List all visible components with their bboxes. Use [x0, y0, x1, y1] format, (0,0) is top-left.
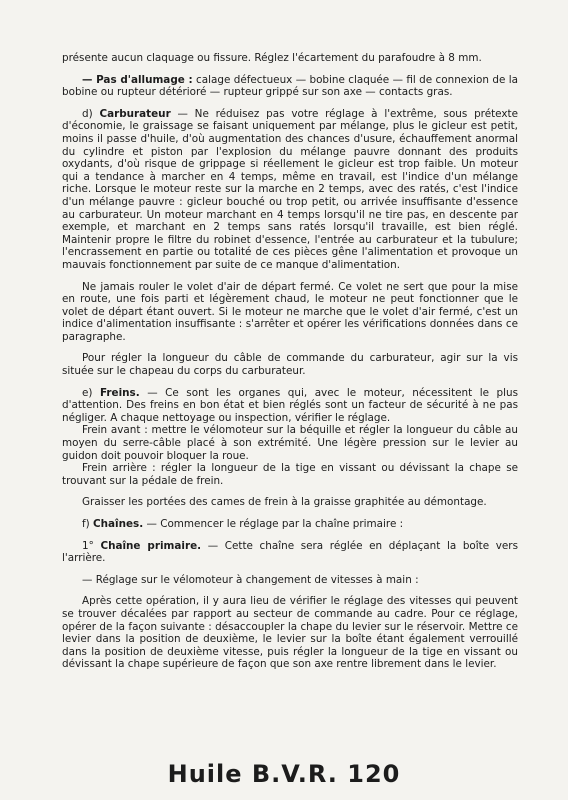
paragraph-frein-arriere: Frein arrière : régler la longueur de la tige en vissant ou dévissant la chape se trouvant sur la pédale de frein.	[62, 462, 518, 487]
heading-carburateur: Carburateur	[99, 107, 171, 120]
heading-freins: Freins.	[99, 386, 140, 399]
paragraph-carburateur: d) Carburateur — Ne réduisez pas votre réglage à l'extrême, sous prétexte d'économie, le graissage se faisant uniquement par mélange, plus le gicleur est petit, moins il passe d'huile, d'où augmentation des chances d'usure, échauffement anormal du cylindre et piston par l'explosion du mélange pauvre donnant des produits oxydants, d'où risque de grippage si réellement le gicleur est trop faible. Un moteur qui a tendance à marcher en 4 temps, même en travail, est l'indice d'un mélange riche. Lorsque le moteur reste sur la marche en 2 temps, avec des ratés, c'est l'indice d'un mélange pauvre : gicleur bouché ou trop petit, ou arrivée insuffisante d'essence au carburateur. Un moteur marchant en 4 temps lorsqu'il ne tire pas, en descente par exemple, et marchant en 2 temps sans ratés lorsqu'il travaille, est bien réglé. Maintenir propre le filtre du robinet d'essence, l'entrée au carburateur et la tubulure; l'encrassement en partie ou totalité de ces pièces gêne l'alimentation et provoque un mauvais fonctionnement par suite de ce manque d'alimentation.	[62, 107, 519, 271]
heading-chaines: Chaînes.	[93, 518, 144, 530]
body-text	[62, 52, 518, 671]
paragraph-chaine-primaire: 1° Chaîne primaire. — Cette chaîne sera réglée en déplaçant la boîte vers l'arrière.	[62, 539, 518, 565]
paragraph-volet-air: Ne jamais rouler le volet d'air de départ fermé. Ce volet ne sert que pour la mise en route, une fois parti et légèrement chaud, le moteur ne peut fonctionner que le volet de départ étant ouvert. Si le moteur ne marche que le volet d'air fermé, c'est un indice d'alimentation insuffisante : s'arrêter et opérer les vérifications données dans ce paragraphe.	[62, 280, 518, 343]
heading-chaine-primaire: Chaîne primaire.	[100, 539, 202, 552]
heading-pas-allumage: — Pas d'allumage :	[82, 73, 193, 86]
paragraph-cable-carburateur: Pour régler la longueur du câble de commande du carburateur, agir sur la vis située sur le chapeau du corps du carburateur.	[62, 352, 518, 378]
footer-title: Huile B.V.R. 120	[167, 760, 401, 788]
paragraph-reglage-vitesses: — Réglage sur le vélomoteur à changement de vitesses à main :	[82, 573, 419, 586]
paragraph-apres-operation: Après cette opération, il y aura lieu de vérifier le réglage des vitesses qui peuvent se trouver décalées par rapport au secteur de commande au cadre. Pour ce réglage, opérer de la façon suivante : désaccoupler la chape du levier sur le réservoir. Mettre ce levier dans la position de deuxième, le levier sur la boîte étant également verrouillé dans la position de deuxième vitesse, puis régler la longueur de la tige en vissant ou dévissant la chape supérieure de façon que son axe rentre librement dans le levier.	[62, 595, 518, 671]
paragraph-freins: e) Freins. — Ce sont les organes qui, avec le moteur, nécessitent le plus d'attention. Des freins en bon état et bien réglés sont un facteur de sécurité à ne pas négliger. A chaque nettoyage ou inspection, vérifier le réglage.	[62, 386, 519, 424]
paragraph-frein-avant: Frein avant : mettre le vélomoteur sur la béquille et régler la longueur du câble au moyen du serre-câble placé à son extrémité. Une légère pression sur le levier au guidon doit pouvoir bloquer la roue.	[62, 424, 518, 462]
paragraph-pas-allumage: — Pas d'allumage : calage défectueux — bobine claquée — fil de connexion de la bobine ou rupteur détérioré — rupteur grippé sur son axe — contacts gras.	[62, 73, 519, 99]
paragraph-parafoudre: présente aucun claquage ou fissure. Réglez l'écartement du parafoudre à 8 mm.	[62, 52, 482, 64]
paragraph-chaines: f) Chaînes. — Commencer le réglage par la chaîne primaire :	[82, 518, 404, 530]
paragraph-graisser: Graisser les portées des cames de frein à la graisse graphitée au démontage.	[82, 496, 487, 509]
